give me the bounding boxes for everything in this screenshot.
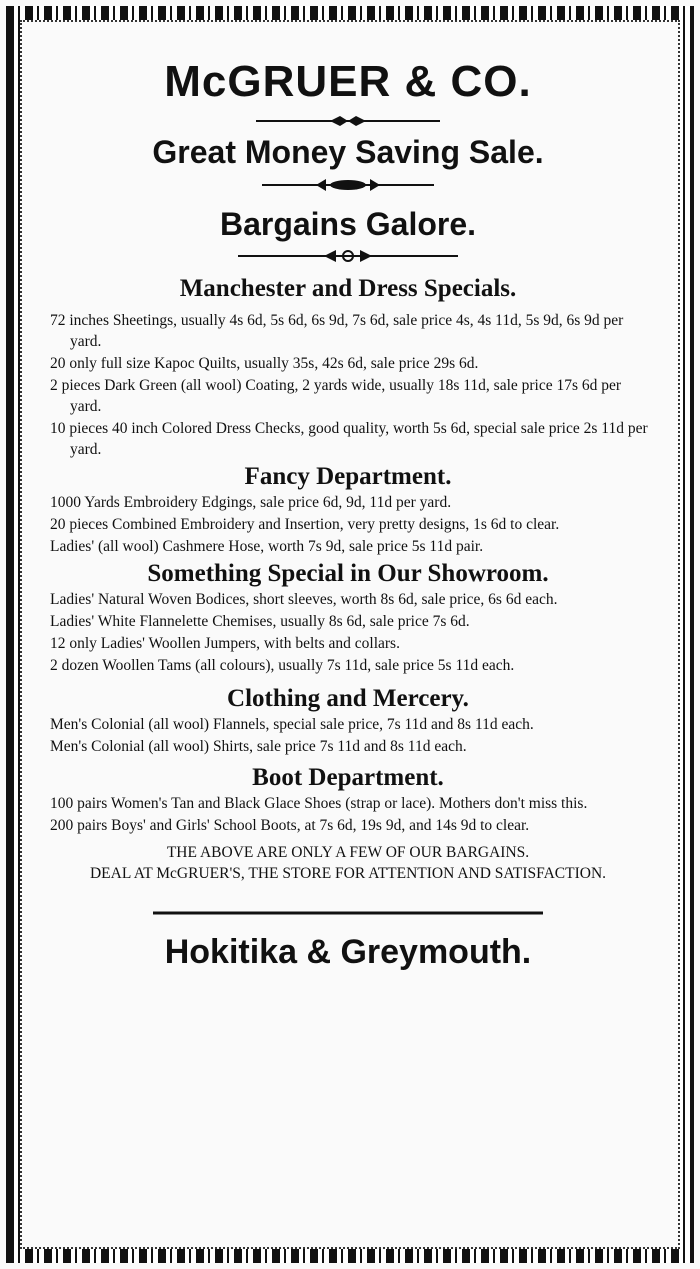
ornament-rule-2: [248, 172, 448, 198]
sale-headline: Great Money Saving Sale.: [152, 134, 544, 170]
list-item: Men's Colonial (all wool) Shirts, sale price 7s 11d and 8s 11d each.: [50, 738, 467, 755]
list-item: 10 pieces 40 inch Colored Dress Checks, good quality, worth 5s 6d, special sale price 2s 11d per yard.: [50, 420, 648, 458]
list-item: 100 pairs Women's Tan and Black Glace Shoes (strap or lace). Mothers don't miss this.: [50, 795, 588, 812]
section-items-fancy: [46, 492, 650, 557]
section-heading-showroom: Something Special in Our Showroom.: [147, 560, 549, 587]
bargains-headline: Bargains Galore.: [219, 206, 477, 242]
list-item: 2 pieces Dark Green (all wool) Coating, 2 yards wide, usually 18s 11d, sale price 17s 6d per yard.: [50, 377, 622, 415]
section-items-manchester: [46, 310, 650, 460]
company-name: McGRUER & CO.: [164, 57, 532, 106]
store-locations: Hokitika & Greymouth.: [164, 933, 532, 971]
section-items-clothing: [46, 714, 650, 757]
list-item: Ladies' White Flannelette Chemises, usually 8s 6d, sale price 7s 6d.: [50, 613, 470, 630]
section-heading-clothing: Clothing and Mercery.: [227, 685, 469, 712]
closing-line-1: THE ABOVE ARE ONLY A FEW OF OUR BARGAINS.: [166, 844, 530, 861]
list-item: 72 inches Sheetings, usually 4s 6d, 5s 6d, 6s 9d, 7s 6d, sale price 4s, 4s 11d, 5s 9d, 6s 9d per yard.: [50, 312, 624, 350]
ornament-rule-3: [228, 244, 468, 268]
section-items-boot: [46, 793, 650, 836]
section-heading-boot: Boot Department.: [252, 764, 444, 791]
list-item: 12 only Ladies' Woollen Jumpers, with belts and collars.: [50, 635, 400, 652]
list-item: 200 pairs Boys' and Girls' School Boots, at 7s 6d, 19s 9d, and 14s 9d to clear.: [50, 817, 530, 834]
section-items-showroom: [46, 589, 650, 676]
section-heading-manchester: Manchester and Dress Specials.: [179, 275, 517, 302]
section-heading-fancy: Fancy Department.: [244, 463, 452, 490]
list-item: Ladies' (all wool) Cashmere Hose, worth 7s 9d, sale price 5s 11d pair.: [50, 538, 484, 555]
list-item: Ladies' Natural Woven Bodices, short sleeves, worth 8s 6d, sale price, 6s 6d each.: [50, 591, 558, 608]
list-item: 2 dozen Woollen Tams (all colours), usually 7s 11d, sale price 5s 11d each.: [50, 657, 515, 674]
list-item: Men's Colonial (all wool) Flannels, special sale price, 7s 11d and 8s 11d each.: [50, 716, 534, 733]
ornament-rule-1: [248, 110, 448, 132]
list-item: 1000 Yards Embroidery Edgings, sale price 6d, 9d, 11d per yard.: [50, 494, 452, 511]
closing-line-2: DEAL AT McGRUER'S, THE STORE FOR ATTENTION AND SATISFACTION.: [89, 865, 607, 882]
footer-rule: [153, 908, 543, 918]
list-item: 20 pieces Combined Embroidery and Insertion, very pretty designs, 1s 6d to clear.: [50, 516, 560, 533]
list-item: 20 only full size Kapoc Quilts, usually 35s, 42s 6d, sale price 29s 6d.: [50, 355, 479, 372]
advertisement-content: [46, 40, 650, 1240]
